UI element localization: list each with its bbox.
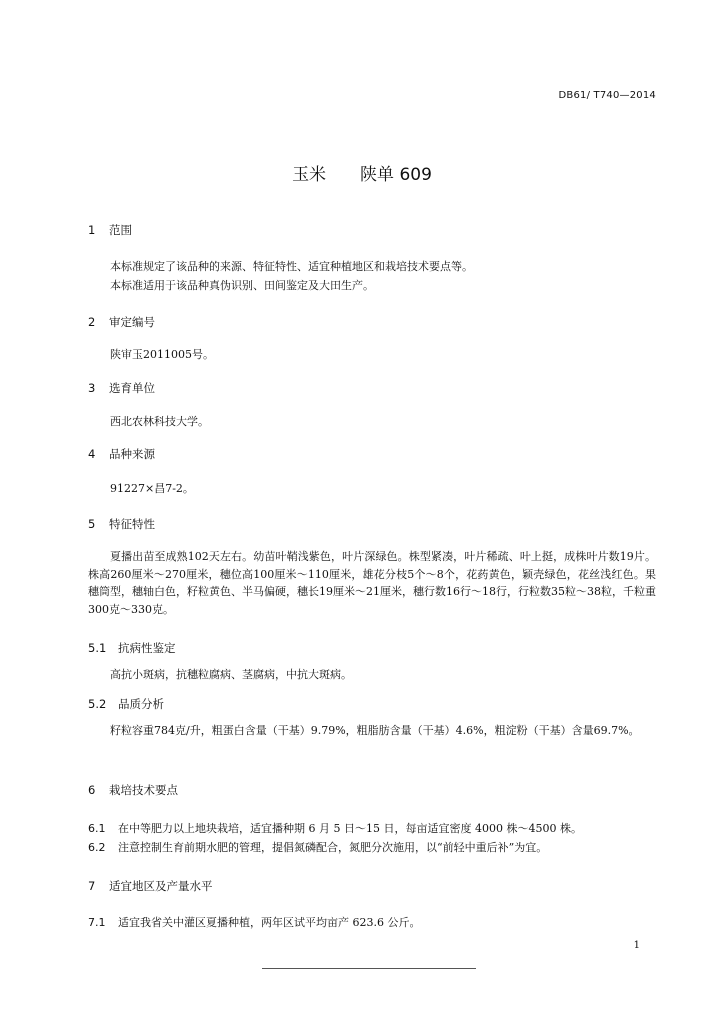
section-number: 4 <box>88 447 96 461</box>
section-2-heading <box>88 314 155 330</box>
disease-resistance-text: 高抗小斑病，抗穗粒腐病、茎腐病，中抗大斑病。 <box>110 668 352 681</box>
section-title: 品质分析 <box>118 697 164 711</box>
section-title: 审定编号 <box>109 315 155 329</box>
section-number: 1 <box>88 223 96 237</box>
item-number: 6.2 <box>88 841 106 854</box>
section-title: 栽培技术要点 <box>109 783 178 797</box>
section-1-heading <box>88 222 132 238</box>
section-title: 抗病性鉴定 <box>118 641 176 655</box>
section-number: 5 <box>88 517 96 531</box>
region-yield-item <box>88 914 420 930</box>
standard-code: DB61/ T740—2014 <box>558 90 656 101</box>
section-title: 范围 <box>109 223 132 237</box>
section-6-heading <box>88 782 178 798</box>
section-title: 选育单位 <box>109 381 155 395</box>
section-number: 5.2 <box>88 697 107 711</box>
item-number: 7.1 <box>88 916 106 929</box>
page-number: 1 <box>633 940 640 951</box>
variety-source: 91227×昌7-2。 <box>110 482 194 495</box>
section-5-1-heading <box>88 640 176 656</box>
section-title: 适宜地区及产量水平 <box>109 879 213 893</box>
footer-divider <box>262 968 476 969</box>
section-title: 特征特性 <box>109 517 155 531</box>
quality-analysis-paragraph: 籽粒容重784克/升，粗蛋白含量（干基）9.79%，粗脂肪含量（干基）4.6%，粗淀粉（干基）含量69.7%。 <box>110 724 640 737</box>
section-4-heading <box>88 446 155 462</box>
item-text: 适宜我省关中灌区夏播种植，两年区试平均亩产 623.6 公斤。 <box>118 916 421 929</box>
section-number: 7 <box>88 879 96 893</box>
section-5-2-heading <box>88 696 164 712</box>
section-number: 5.1 <box>88 641 107 655</box>
item-text: 在中等肥力以上地块栽培，适宜播种期 6 月 5 日～15 日，每亩适宜密度 4000 株～4500 株。 <box>118 822 582 835</box>
cultivation-item <box>88 820 582 836</box>
characteristics-paragraph: 夏播出苗至成熟102天左右。幼苗叶鞘浅紫色，叶片深绿色。株型紧凑，叶片稀疏、叶上挺，成株叶片数19片。株高260厘米～270厘米，穗位高100厘米～110厘米，雄花分枝5个～8个，花药黄色，颖壳绿色，花丝浅红色。果穗筒型，穗轴白色，籽粒黄色、半马偏硬，穗长19厘米～21厘米，穗行数16行～18行，行粒数35粒～38粒，千粒重300克～330克。 <box>88 550 656 616</box>
item-number: 6.1 <box>88 822 106 835</box>
section-1-line-2: 本标准适用于该品种真伪识别、田间鉴定及大田生产。 <box>110 279 374 292</box>
approval-number: 陕审玉2011005号。 <box>110 348 214 361</box>
section-number: 6 <box>88 783 96 797</box>
breeding-unit: 西北农林科技大学。 <box>110 415 209 428</box>
section-5-heading <box>88 516 155 532</box>
section-number: 2 <box>88 315 96 329</box>
section-3-heading <box>88 380 155 396</box>
cultivation-item <box>88 839 547 855</box>
section-title: 品种来源 <box>109 447 155 461</box>
item-text: 注意控制生育前期水肥的管理，提倡氮磷配合，氮肥分次施用，以“前轻中重后补”为宜。 <box>118 841 548 854</box>
document-title: 玉米 陕单 609 <box>292 165 432 185</box>
section-number: 3 <box>88 381 96 395</box>
section-7-heading <box>88 878 213 894</box>
section-1-line-1: 本标准规定了该品种的来源、特征特性、适宜种植地区和栽培技术要点等。 <box>110 260 473 273</box>
